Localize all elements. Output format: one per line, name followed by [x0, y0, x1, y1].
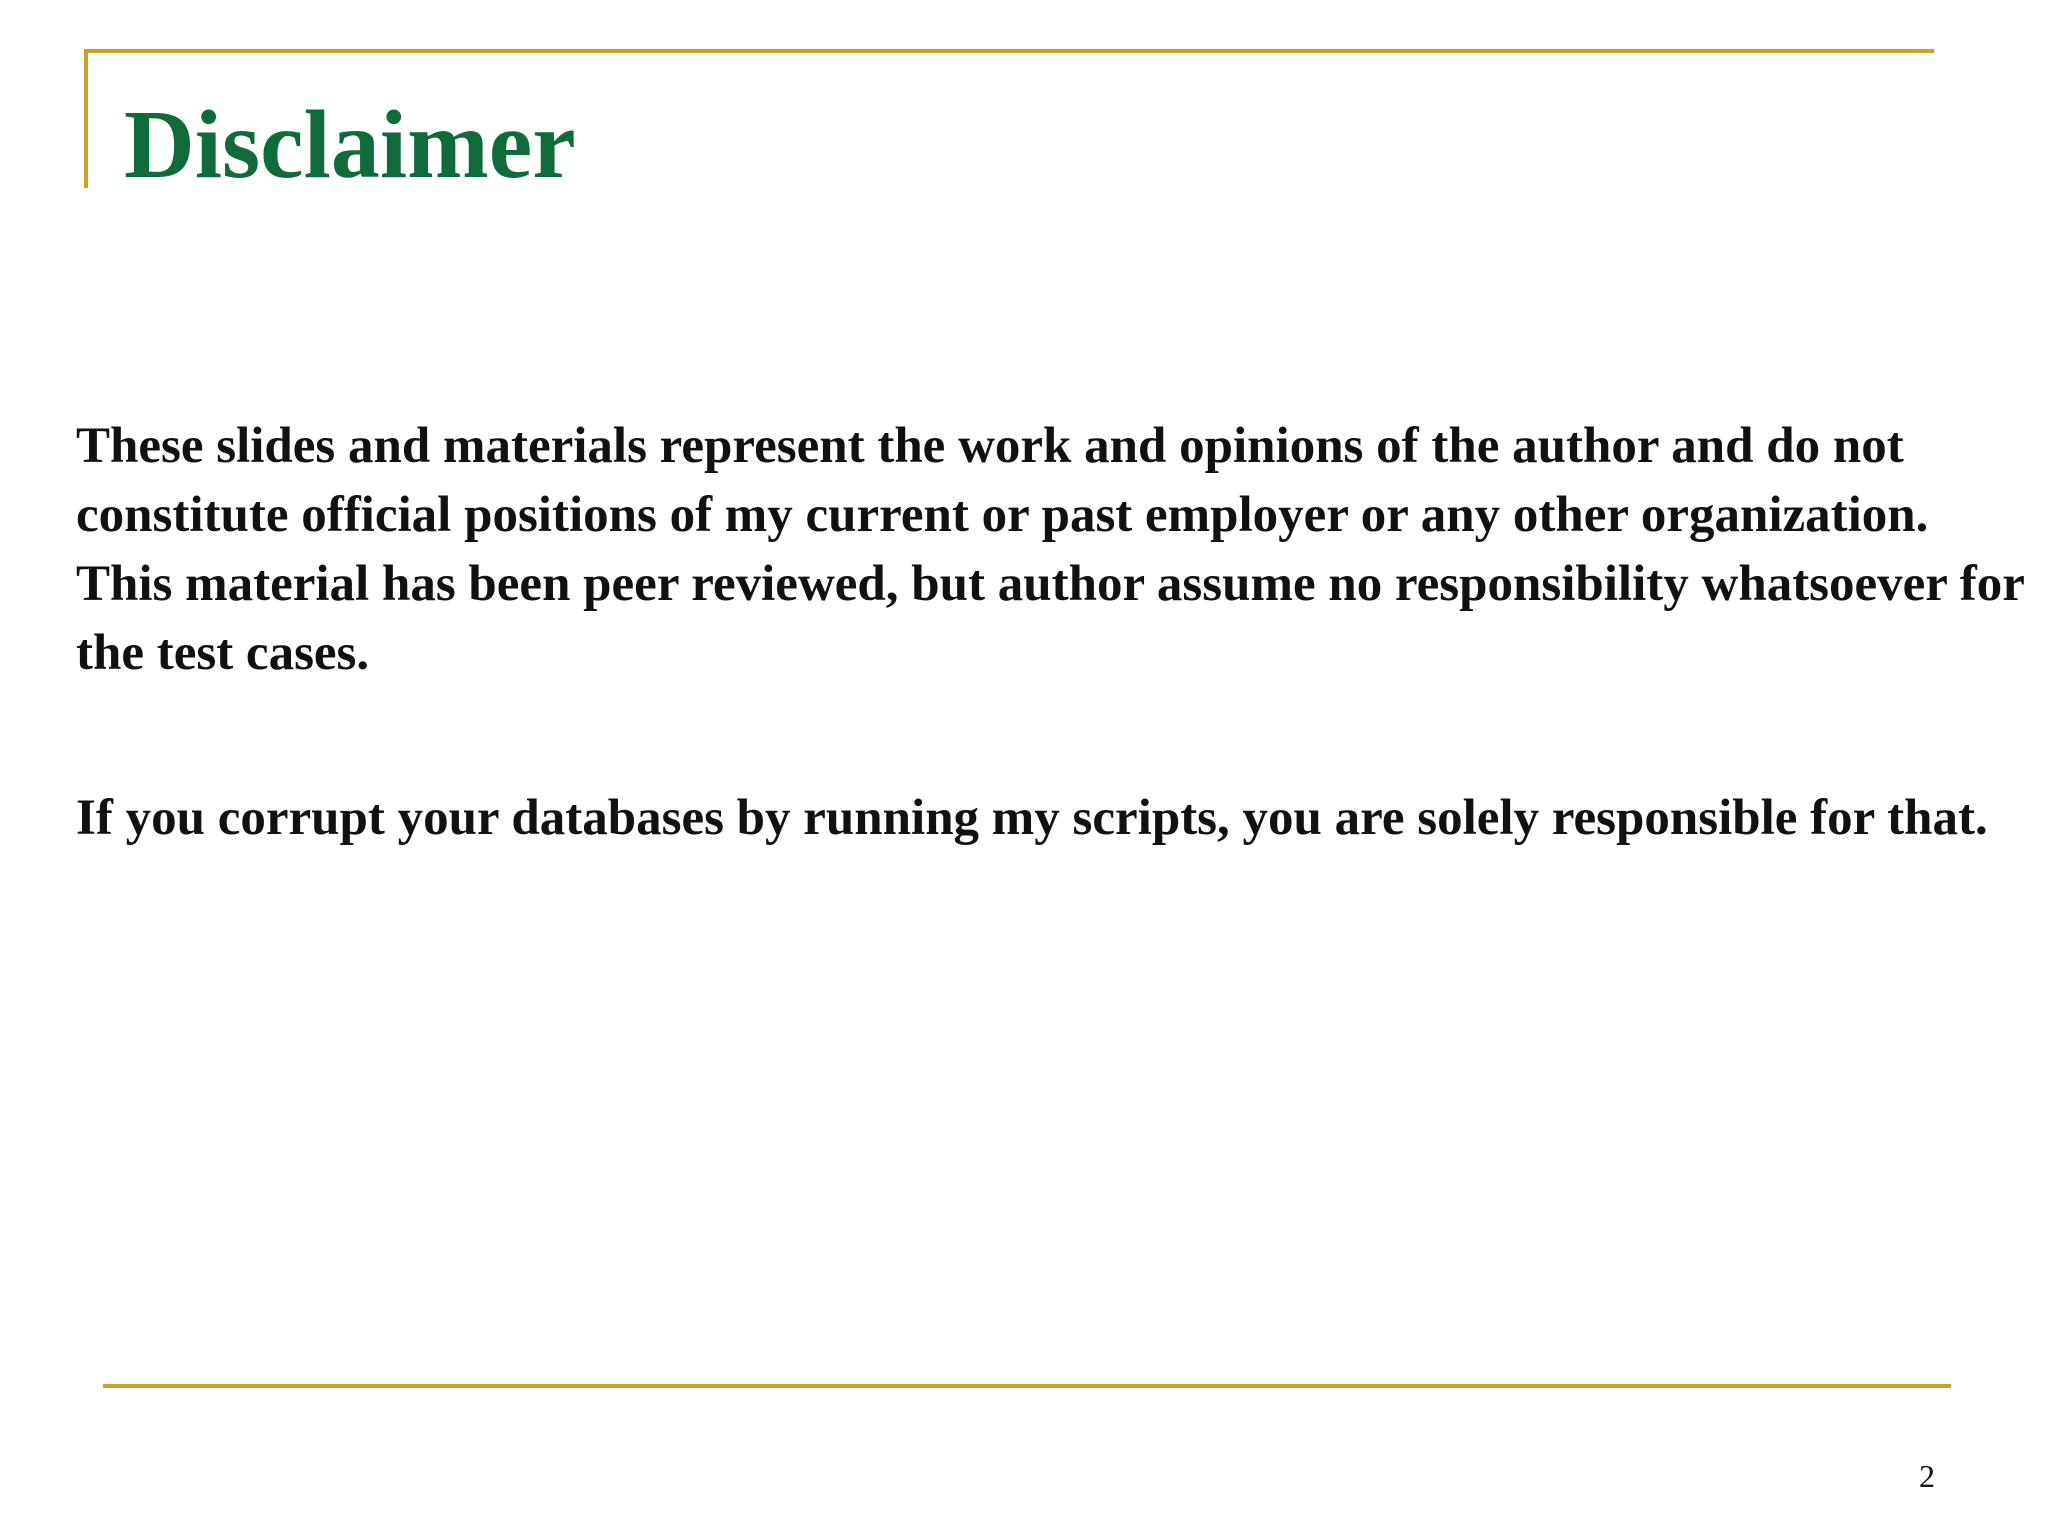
slide-body: [76, 412, 2036, 949]
slide-title: Disclaimer: [124, 91, 576, 199]
disclaimer-paragraph-1: These slides and materials represent the work and opinions of the author and do not constitute official positions of my current or past employer or any other organization. This material has been peer reviewed, but author assume no responsibility whatsoever for the test cases.: [76, 418, 2024, 681]
page-number: 2: [1919, 1458, 1935, 1494]
footer-rule: [103, 1384, 1951, 1388]
disclaimer-paragraph-2: If you corrupt your databases by running my scripts, you are solely responsible for that.: [76, 790, 1988, 846]
title-frame-left-rule: [84, 49, 88, 188]
title-frame-top-rule: [84, 49, 1934, 53]
